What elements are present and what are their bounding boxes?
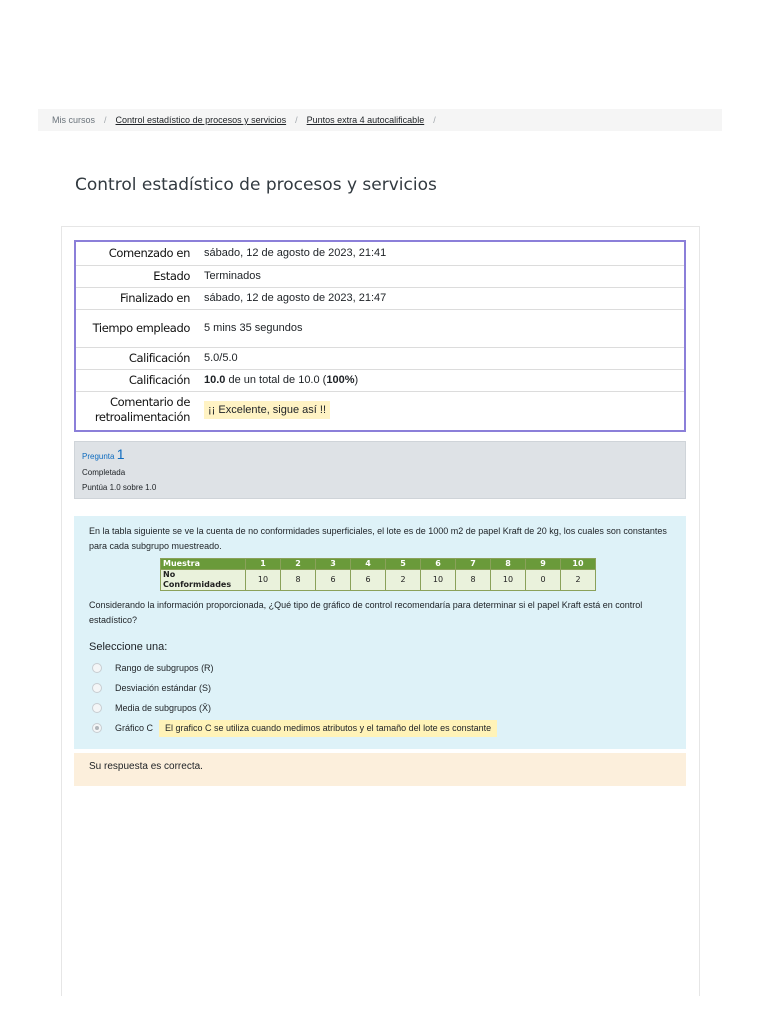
table-cell: 6 bbox=[316, 570, 351, 591]
table-cell: 6 bbox=[351, 570, 386, 591]
question-prompt: Considerando la información proporcionada, ¿Qué tipo de gráfico de control recomendaría para determinar si el papel Kraft está en control estadístico? bbox=[89, 600, 643, 625]
summary-row-started bbox=[76, 242, 684, 265]
table-row-label: No Conformidades bbox=[161, 570, 246, 591]
radio-button[interactable] bbox=[92, 663, 102, 673]
table-cell: 8 bbox=[281, 570, 316, 591]
answer-option[interactable] bbox=[92, 658, 497, 678]
table-header-cell: 5 bbox=[386, 559, 421, 570]
table-header-label: Muestra bbox=[161, 559, 246, 570]
option-feedback: El grafico C se utiliza cuando medimos atributos y el tamaño del lote es constante bbox=[159, 720, 497, 737]
summary-row-finished bbox=[76, 287, 684, 309]
summary-value: sábado, 12 de agosto de 2023, 21:47 bbox=[204, 292, 387, 304]
result-feedback: Su respuesta es correcta. bbox=[74, 753, 686, 786]
summary-row-time-taken bbox=[76, 309, 684, 347]
answer-option-label: Gráfico C bbox=[115, 722, 154, 733]
radio-button[interactable] bbox=[92, 683, 102, 693]
question-state: Completada bbox=[82, 468, 126, 477]
summary-value: sábado, 12 de agosto de 2023, 21:41 bbox=[204, 247, 387, 260]
table-header-row bbox=[161, 559, 596, 570]
answer-option-label: Rango de subgrupos (R) bbox=[115, 662, 214, 673]
table-header-cell: 7 bbox=[456, 559, 491, 570]
summary-value bbox=[198, 369, 684, 391]
table-row bbox=[161, 570, 596, 591]
table-cell: 8 bbox=[456, 570, 491, 591]
table-cell: 2 bbox=[561, 570, 596, 591]
radio-button-checked[interactable] bbox=[92, 723, 102, 733]
breadcrumb bbox=[38, 109, 722, 131]
breadcrumb-quiz-link[interactable]: Puntos extra 4 autocalificable bbox=[306, 115, 425, 125]
grade-percent: 100% bbox=[326, 374, 355, 386]
grade-close: ) bbox=[354, 374, 359, 386]
table-header-cell: 8 bbox=[491, 559, 526, 570]
overall-feedback: ¡¡ Excelente, sigue así !! bbox=[204, 401, 330, 419]
answer-option-label: Media de subgrupos (X̄) bbox=[115, 702, 212, 713]
select-one-label: Seleccione una: bbox=[89, 641, 168, 653]
table-header-cell: 2 bbox=[281, 559, 316, 570]
answer-options bbox=[92, 658, 497, 738]
question-intro: En la tabla siguiente se ve la cuenta de no conformidades superficiales, el lote es de 1000 m2 de papel Kraft de 20 kg, los cuales son constantes para cada subgrupo muestreado. bbox=[89, 526, 667, 551]
grade-score: 10.0 bbox=[204, 374, 226, 386]
table-header-cell: 4 bbox=[351, 559, 386, 570]
table-header-cell: 6 bbox=[421, 559, 456, 570]
question-label: Pregunta bbox=[82, 452, 115, 461]
grade-total: de un total de 10.0 ( bbox=[225, 374, 327, 386]
summary-value: 5 mins 35 segundos bbox=[204, 322, 303, 334]
answer-option[interactable] bbox=[92, 698, 497, 718]
breadcrumb-separator: / bbox=[433, 115, 436, 125]
summary-value: 5.0/5.0 bbox=[204, 352, 238, 364]
table-header-cell: 3 bbox=[316, 559, 351, 570]
summary-label: Estado bbox=[153, 268, 190, 283]
summary-row-grade bbox=[76, 369, 684, 391]
attempt-summary bbox=[74, 240, 686, 432]
summary-label: Calificación bbox=[128, 350, 190, 365]
breadcrumb-separator: / bbox=[104, 115, 107, 125]
table-cell: 10 bbox=[491, 570, 526, 591]
table-cell: 0 bbox=[526, 570, 561, 591]
question-grade: Puntúa 1.0 sobre 1.0 bbox=[82, 483, 157, 492]
summary-label: Tiempo empleado bbox=[92, 320, 190, 335]
breadcrumb-separator: / bbox=[295, 115, 298, 125]
answer-option-label: Desviación estándar (S) bbox=[115, 682, 212, 693]
question-number: 1 bbox=[116, 446, 125, 462]
answer-option[interactable] bbox=[92, 678, 497, 698]
question-text-box bbox=[74, 516, 686, 749]
breadcrumb-course-link[interactable]: Control estadístico de procesos y servicios bbox=[115, 115, 287, 125]
answer-option-selected[interactable] bbox=[92, 718, 497, 738]
summary-value: Terminados bbox=[204, 270, 261, 282]
table-header-cell: 1 bbox=[246, 559, 281, 570]
summary-row-feedback bbox=[76, 391, 684, 428]
table-header-cell: 9 bbox=[526, 559, 561, 570]
summary-row-state bbox=[76, 265, 684, 287]
nonconformity-table bbox=[160, 558, 596, 591]
table-header-cell: 10 bbox=[561, 559, 596, 570]
breadcrumb-my-courses[interactable]: Mis cursos bbox=[52, 115, 96, 125]
summary-label: Comenzado en bbox=[108, 245, 190, 260]
page-title: Control estadístico de procesos y servicios bbox=[75, 175, 437, 195]
summary-value bbox=[198, 391, 684, 428]
table-cell: 10 bbox=[246, 570, 281, 591]
summary-label: Comentario de retroalimentación bbox=[94, 394, 190, 424]
summary-label: Calificación bbox=[128, 372, 190, 387]
question-info bbox=[74, 441, 686, 499]
summary-row-marks bbox=[76, 347, 684, 369]
summary-label: Finalizado en bbox=[120, 290, 190, 305]
table-cell: 10 bbox=[421, 570, 456, 591]
radio-button[interactable] bbox=[92, 703, 102, 713]
table-cell: 2 bbox=[386, 570, 421, 591]
